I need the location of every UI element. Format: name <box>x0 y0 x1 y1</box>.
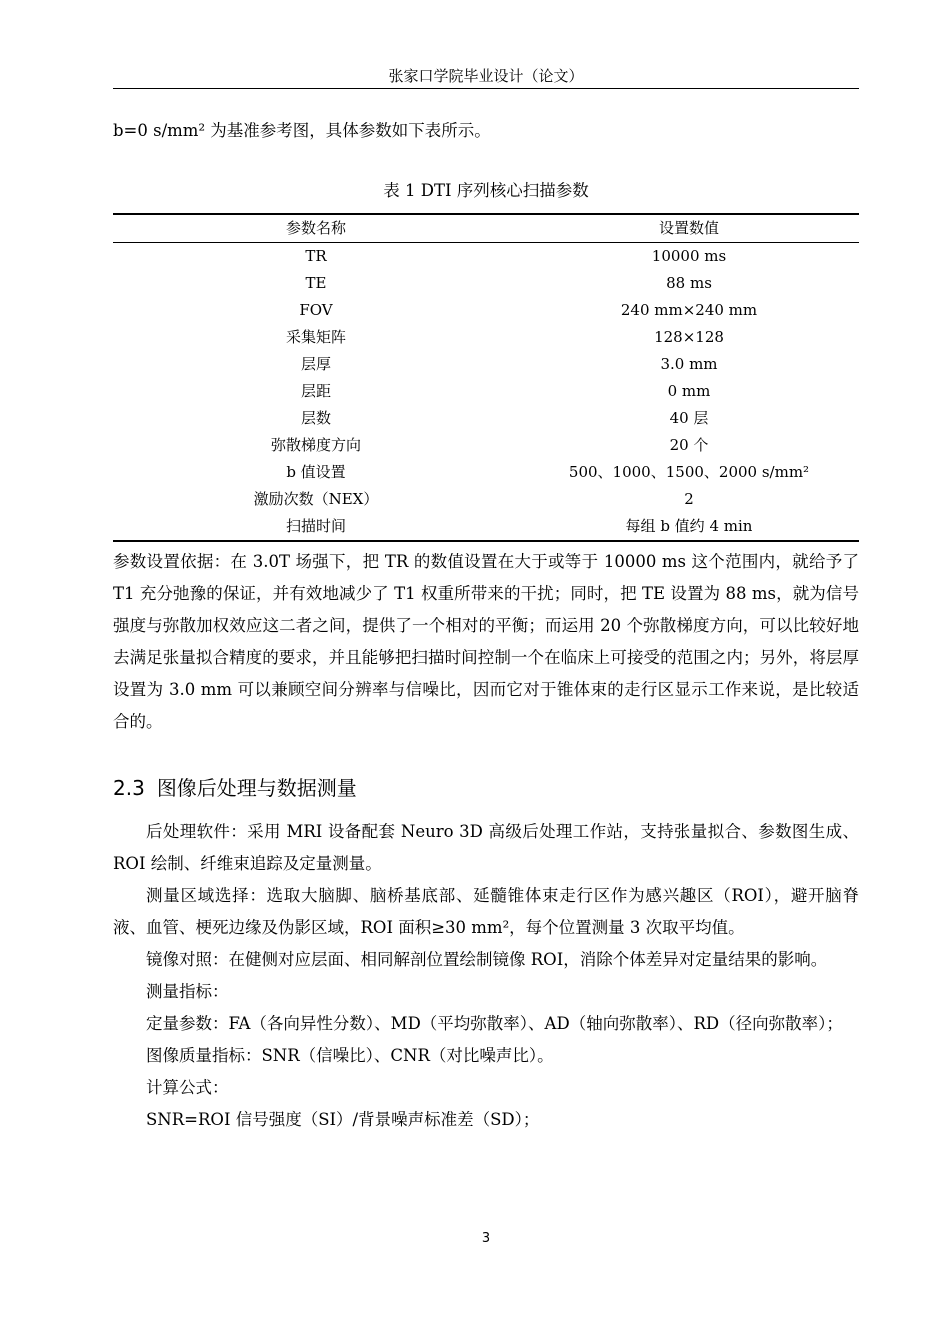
param-value: 20 个 <box>669 436 709 454</box>
table-row <box>113 297 859 324</box>
param-name: FOV <box>299 301 333 319</box>
body-paragraph: SNR=ROI 信号强度（SI）/背景噪声标准差（SD）； <box>146 1110 540 1129</box>
param-name: 层距 <box>300 382 331 400</box>
running-header: 张家口学院毕业设计（论文） <box>388 67 584 85</box>
param-name: 弥散梯度方向 <box>270 436 361 454</box>
table-caption: 表 1 DTI 序列核心扫描参数 <box>383 181 589 200</box>
param-name: 层厚 <box>300 355 331 373</box>
param-value: 88 ms <box>666 274 712 292</box>
body-paragraph: 图像质量指标：SNR（信噪比）、CNR（对比噪声比）。 <box>146 1046 554 1065</box>
table-row <box>113 324 859 351</box>
page-number: 3 <box>481 1231 491 1246</box>
body-paragraph: 测量区域选择：选取大脑脚、脑桥基底部、延髓锥体束走行区作为感兴趣区（ROI），避开脑脊液、血管、梗死边缘及伪影区域，ROI 面积≥30 mm²，每个位置测量 3 次取平均值。 <box>113 886 859 937</box>
table-header-row <box>113 214 859 243</box>
body-paragraph: 定量参数：FA（各向异性分数）、MD（平均弥散率）、AD（轴向弥散率）、RD（径向弥散率）； <box>146 1014 843 1033</box>
param-name: TE <box>305 274 327 292</box>
param-name: TR <box>305 247 327 265</box>
param-name: 采集矩阵 <box>285 328 346 346</box>
body-paragraph: 后处理软件：采用 MRI 设备配套 Neuro 3D 高级后处理工作站，支持张量拟合、参数图生成、ROI 绘制、纤维束追踪及定量测量。 <box>113 822 859 873</box>
param-value: 3.0 mm <box>660 355 718 373</box>
section-number: 2.3 <box>113 776 145 800</box>
param-value: 每组 b 值约 4 min <box>519 513 859 541</box>
basis-paragraph: 参数设置依据：在 3.0T 场强下，把 TR 的数值设置在大于或等于 10000 ms 这个范围内，就给予了 T1 充分弛豫的保证，并有效地减少了 T1 权重所带来的干扰；同时，把 TE 设置为 88 ms，就为信号强度与弥散加权效应这二者之间，提供了一个相对的平衡；而运用 20 个弥散梯度方向，可以比较好地去满足张量拟合精度的要求，并且能够把扫描时间控制一个在临床上可接受的范围之内；另外，将层厚设置为 3.0 mm 可以兼顾空间分辨率与信噪比，因而它对于锥体束的走行区显示工作来说，是比较适合的。 <box>113 552 859 731</box>
param-value: 40 层 <box>669 409 709 427</box>
header-rule <box>113 88 859 89</box>
body-paragraph: 计算公式： <box>146 1078 229 1097</box>
body-paragraph: 测量指标： <box>146 982 229 1001</box>
body-paragraph: 镜像对照：在健侧对应层面、相同解剖位置绘制镜像 ROI，消除个体差异对定量结果的影响。 <box>146 950 828 969</box>
param-value: 10000 ms <box>651 247 727 265</box>
table-row <box>113 405 859 432</box>
section-title: 图像后处理与数据测量 <box>156 776 357 800</box>
table-row <box>113 351 859 378</box>
table-row <box>113 459 859 486</box>
intro-line: b=0 s/mm² 为基准参考图，具体参数如下表所示。 <box>113 121 491 140</box>
section-body <box>113 816 859 1136</box>
parameter-table-container <box>113 213 859 542</box>
table-row <box>113 270 859 297</box>
param-value: 500、1000、1500、2000 s/mm² <box>568 463 810 481</box>
param-name: 激励次数（NEX） <box>253 490 379 508</box>
table-row <box>113 513 859 541</box>
table-row <box>113 432 859 459</box>
param-value: 240 mm×240 mm <box>620 301 758 319</box>
param-name: 扫描时间 <box>113 513 519 541</box>
param-name: 层数 <box>300 409 331 427</box>
param-value: 128×128 <box>654 328 724 346</box>
section-heading <box>113 772 859 804</box>
header-param-name: 参数名称 <box>113 214 519 243</box>
table-row <box>113 378 859 405</box>
param-value: 2 <box>684 490 694 508</box>
param-value: 0 mm <box>667 382 711 400</box>
table-row <box>113 486 859 513</box>
param-name: b 值设置 <box>286 463 346 481</box>
parameter-table <box>113 213 859 542</box>
table-row <box>113 243 859 271</box>
header-param-value: 设置数值 <box>519 214 859 243</box>
